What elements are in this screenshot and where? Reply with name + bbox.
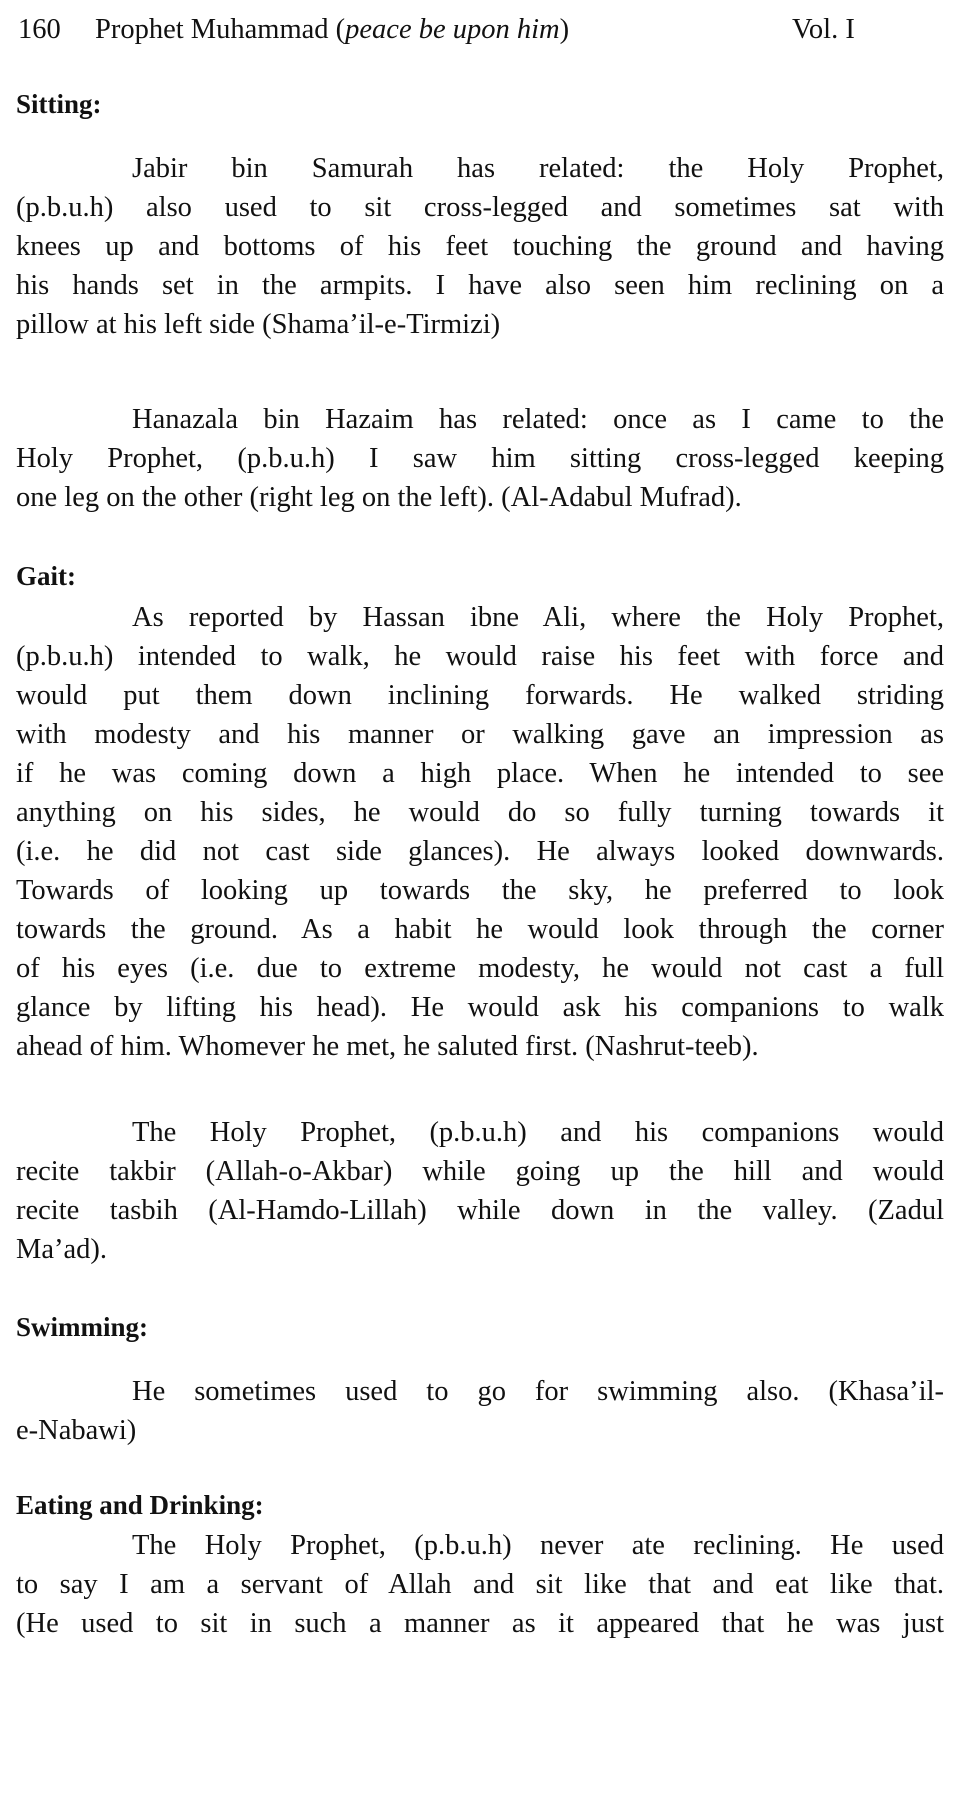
page-number: 160 <box>18 14 61 45</box>
text-line: The Holy Prophet, (p.b.u.h) never ate reclining. He used <box>132 1530 944 1561</box>
eating-paragraph <box>16 1526 944 1643</box>
text-line: (He used to sit in such a manner as it appeared that he was just <box>16 1608 944 1639</box>
text-line: Jabir bin Samurah has related: the Holy Prophet, <box>132 153 944 184</box>
running-header <box>16 10 944 50</box>
volume-label: Vol. I <box>792 14 855 45</box>
text-line: Hanazala bin Hazaim has related: once as I came to the <box>132 404 944 435</box>
text-line: ahead of him. Whomever he met, he saluted first. (Nashrut-teeb). <box>16 1031 759 1062</box>
text-line: He sometimes used to go for swimming also. (Khasa’il- <box>132 1376 944 1407</box>
book-title-close: ) <box>559 14 570 45</box>
sitting-paragraph-1 <box>16 149 944 344</box>
text-line: his hands set in the armpits. I have also seen him reclining on a <box>16 270 944 301</box>
text-line: of his eyes (i.e. due to extreme modesty, he would not cast a full <box>16 953 944 984</box>
text-line: glance by lifting his head). He would ask his companions to walk <box>16 992 944 1023</box>
text-line: Ma’ad). <box>16 1234 107 1265</box>
text-line: knees up and bottoms of his feet touching the ground and having <box>16 231 944 262</box>
text-line: Towards of looking up towards the sky, he preferred to look <box>16 875 944 906</box>
book-title <box>95 10 569 50</box>
text-line: one leg on the other (right leg on the left). (Al-Adabul Mufrad). <box>16 482 742 513</box>
text-line: As reported by Hassan ibne Ali, where the Holy Prophet, <box>132 602 944 633</box>
swimming-paragraph <box>16 1372 944 1450</box>
text-line: if he was coming down a high place. When he intended to see <box>16 758 944 789</box>
section-heading-swimming: Swimming: <box>16 1312 149 1342</box>
section-heading-sitting: Sitting: <box>16 89 102 119</box>
book-title-plain: Prophet Muhammad ( <box>95 14 346 45</box>
text-line: with modesty and his manner or walking gave an impression as <box>16 719 944 750</box>
book-title-italic: peace be upon him <box>345 14 560 45</box>
text-line: e-Nabawi) <box>16 1415 137 1446</box>
section-heading-gait: Gait: <box>16 561 76 591</box>
text-line: (p.b.u.h) also used to sit cross-legged and sometimes sat with <box>16 192 944 223</box>
text-line: recite takbir (Allah-o-Akbar) while going up the hill and would <box>16 1156 944 1187</box>
text-line: recite tasbih (Al-Hamdo-Lillah) while down in the valley. (Zadul <box>16 1195 944 1226</box>
gait-paragraph-1 <box>16 598 944 1066</box>
sitting-paragraph-2 <box>16 400 944 517</box>
text-line: pillow at his left side (Shama’il-e-Tirmizi) <box>16 309 501 340</box>
text-line: (p.b.u.h) intended to walk, he would raise his feet with force and <box>16 641 944 672</box>
text-line: anything on his sides, he would do so fully turning towards it <box>16 797 944 828</box>
text-line: would put them down inclining forwards. He walked striding <box>16 680 944 711</box>
text-line: (i.e. he did not cast side glances). He always looked downwards. <box>16 836 944 867</box>
text-line: to say I am a servant of Allah and sit like that and eat like that. <box>16 1569 944 1600</box>
text-line: Holy Prophet, (p.b.u.h) I saw him sitting cross-legged keeping <box>16 443 944 474</box>
gait-paragraph-2 <box>16 1113 944 1269</box>
section-heading-eating-drinking: Eating and Drinking: <box>16 1490 264 1520</box>
text-line: towards the ground. As a habit he would look through the corner <box>16 914 944 945</box>
text-line: The Holy Prophet, (p.b.u.h) and his companions would <box>132 1117 944 1148</box>
